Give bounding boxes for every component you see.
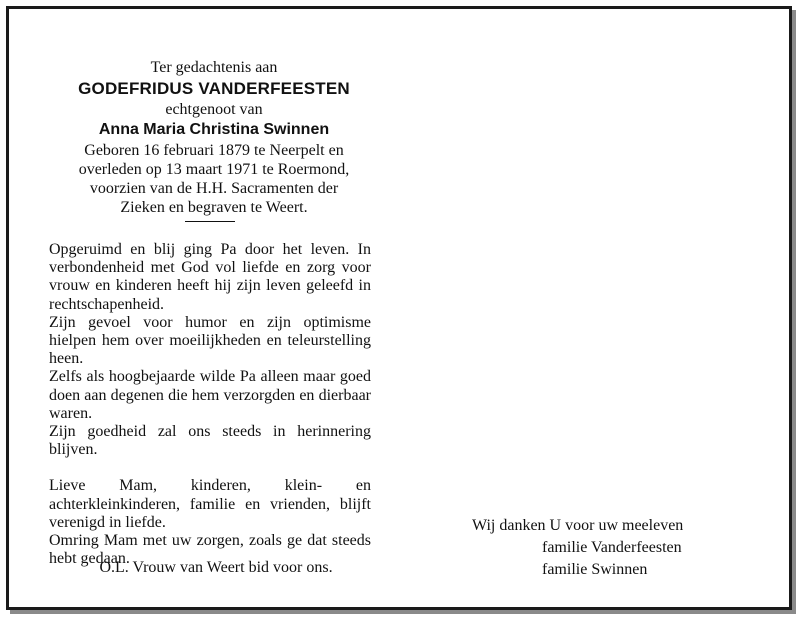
bio-line: Zieken en begraven te Weert. [120, 199, 308, 216]
thanks-line: Wij danken U voor uw meeleven [472, 517, 684, 534]
paragraph: Zijn goedheid zal ons steeds in herinnering blijven. [49, 423, 371, 459]
paragraph: Lieve Mam, kinderen, klein- en achterkleinkinderen, familie en vrienden, blijft verenigd in liefde. [49, 477, 371, 531]
spouse-intro: echtgenoot van [165, 101, 263, 118]
in-memory-line: Ter gedachtenis aan [150, 59, 278, 76]
thanks-block [472, 515, 683, 581]
bio-line: overleden op 13 maart 1971 te Roermond, [78, 161, 350, 178]
family-line: familie Swinnen [542, 561, 648, 578]
paragraph: Opgeruimd en blij ging Pa door het leven. In verbondenheid met God vol liefde en zorg voor vrouw en kinderen heeft hij zijn leven geleefd in rechtschapenheid. [49, 241, 371, 313]
memorial-text [49, 241, 371, 568]
bio-line: Geboren 16 februari 1879 te Neerpelt en [84, 142, 344, 159]
divider [185, 221, 235, 222]
memorial-card [6, 6, 792, 610]
spouse-name: Anna Maria Christina Swinnen [98, 121, 330, 138]
biography [49, 141, 379, 217]
paragraph: Omring Mam met uw zorgen, zoals ge dat steeds hebt gedaan. [49, 532, 371, 568]
paragraph: Zijn gevoel voor humor en zijn optimisme hielpen hem over moeilijkheden en teleurstelling heen. [49, 313, 371, 368]
paragraph: Zelfs als hoogbejaarde wilde Pa alleen maar goed doen aan degenen die hem verzorgden en dierbaar waren. [49, 368, 371, 422]
family-line: familie Vanderfeesten [542, 539, 682, 556]
bio-line: voorzien van de H.H. Sacramenten der [89, 180, 339, 197]
prayer-line: O.L. Vrouw van Weert bid voor ons. [99, 559, 333, 576]
deceased-name: GODEFRIDUS VANDERFEESTEN [78, 79, 350, 98]
